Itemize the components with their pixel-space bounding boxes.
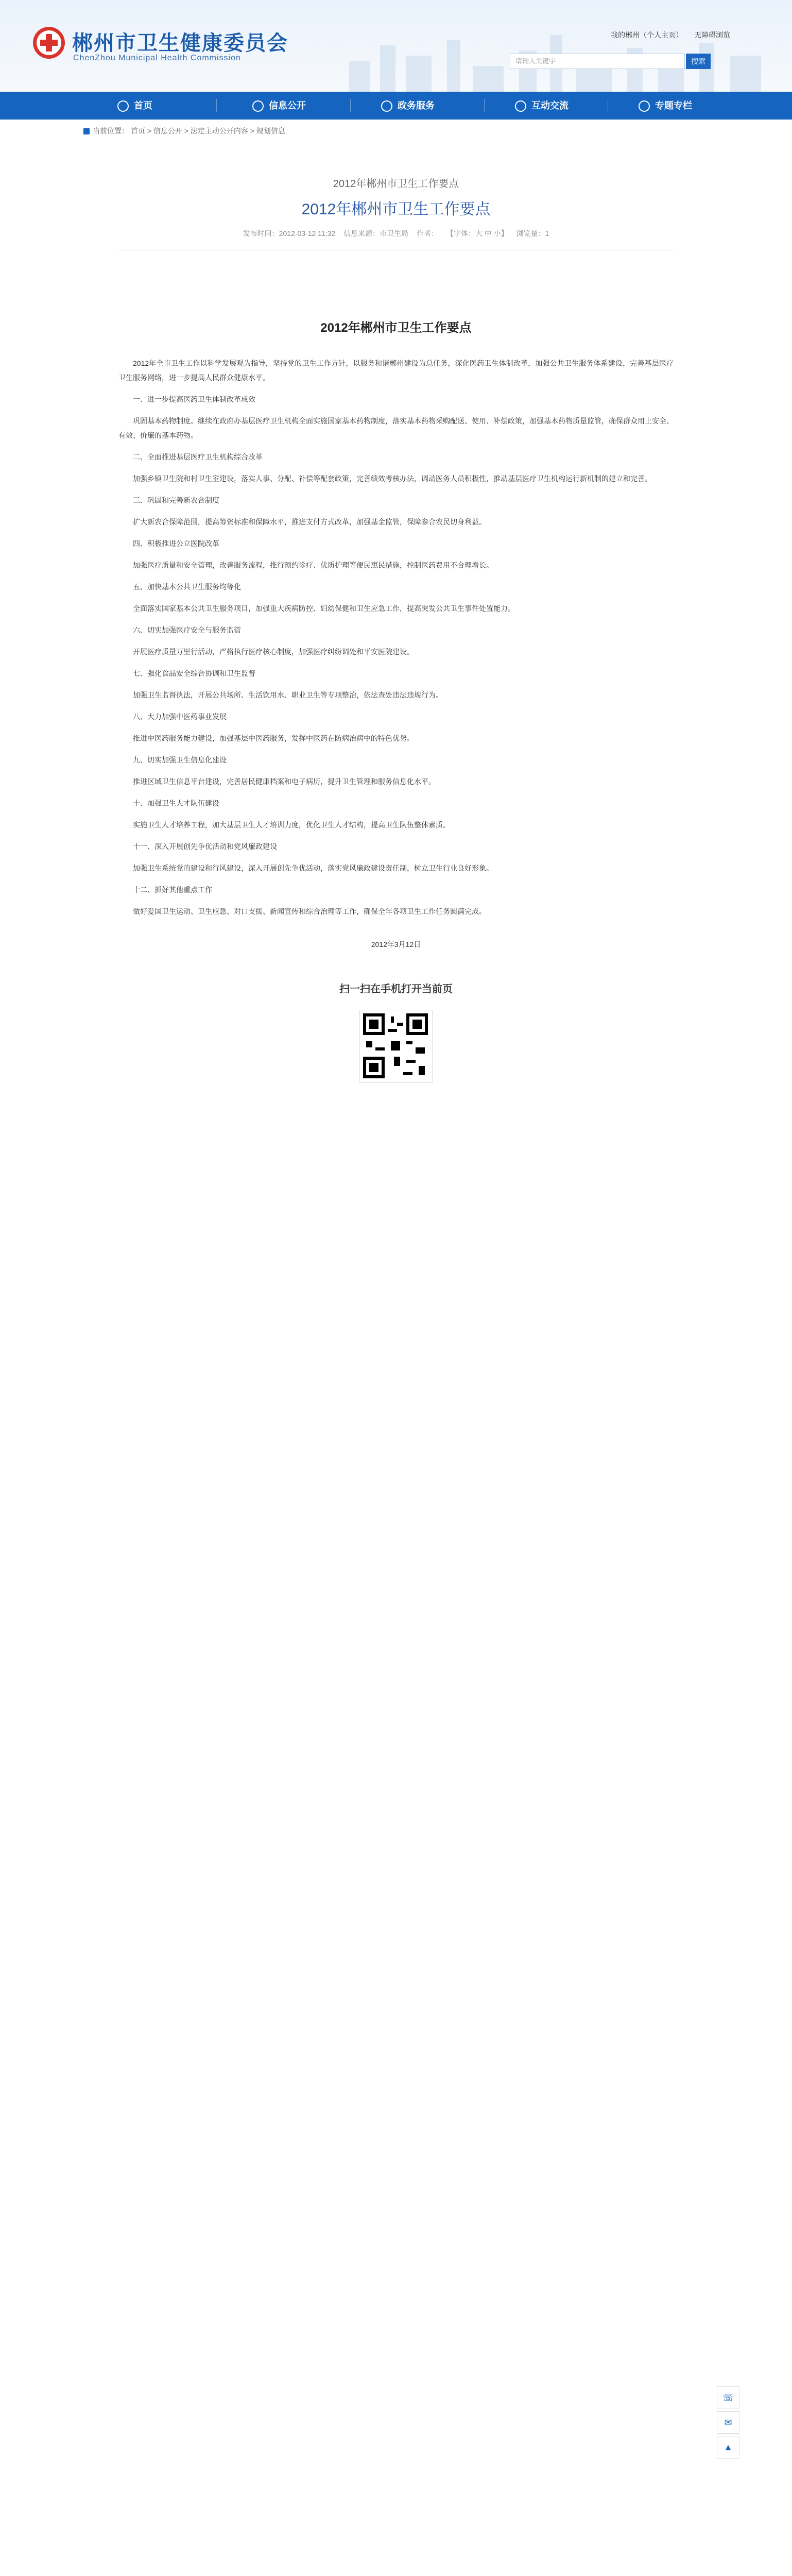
article-paragraph: 加强卫生监督执法，开展公共场所、生活饮用水、职业卫生等专项整治，依法查处违法违规行为。	[133, 691, 443, 699]
back-to-top-icon[interactable]: ▲	[717, 2436, 739, 2459]
qr-code-icon	[360, 1010, 431, 1081]
article-title: 2012年郴州市卫生工作要点	[301, 201, 491, 218]
nav-divider	[484, 99, 485, 112]
my-homepage-link[interactable]: 我的郴州（个人主页）	[611, 31, 683, 39]
home-icon	[117, 100, 129, 112]
weibo-share-icon[interactable]: ✉	[717, 2411, 739, 2434]
article-paragraph: 全面落实国家基本公共卫生服务项目，加强重大疾病防控、妇幼保健和卫生应急工作，提高突发公共卫生事件处置能力。	[133, 604, 515, 613]
article-paragraph: 实施卫生人才培养工程，加大基层卫生人才培训力度，优化卫生人才结构，提高卫生队伍整体素质。	[133, 821, 450, 829]
document-icon	[252, 100, 264, 112]
nav-divider	[350, 99, 351, 112]
nav-item-services[interactable]: 政务服务	[381, 92, 435, 120]
article-paragraph: 六、切实加强医疗安全与服务监管	[133, 626, 241, 634]
search-button[interactable]: 搜索	[686, 54, 711, 69]
font-size-control[interactable]: 【字体：大 中 小】	[446, 229, 508, 238]
article-paragraph: 十、加强卫生人才队伍建设	[133, 799, 219, 807]
article-paragraph: 四、积极推进公立医院改革	[133, 539, 219, 548]
service-icon	[381, 100, 392, 112]
nav-item-info[interactable]: 信息公开	[252, 92, 306, 120]
article-meta	[118, 228, 674, 239]
body-title: 2012年郴州市卫生工作要点	[320, 321, 472, 335]
article-paragraph: 加强乡镇卫生院和村卫生室建设，落实人事、分配、补偿等配套政策，完善绩效考核办法，调动医务人员积极性，推动基层医疗卫生机构运行新机制的建立和完善。	[133, 474, 652, 483]
star-icon	[639, 100, 650, 112]
view-count: 浏览量：1	[516, 229, 549, 238]
article-paragraph: 推进区域卫生信息平台建设，完善居民健康档案和电子病历，提升卫生管理和服务信息化水平。	[133, 777, 436, 786]
article-paragraph: 一、进一步提高医药卫生体制改革成效	[133, 395, 255, 403]
article-paragraph: 开展医疗质量万里行活动，严格执行医疗核心制度，加强医疗纠纷调处和平安医院建设。	[133, 648, 414, 656]
article-pre-title: 2012年郴州市卫生工作要点	[333, 178, 459, 190]
publish-date: 发布时间：2012-03-12 11:32	[243, 229, 336, 238]
article-paragraph: 巩固基本药物制度。继续在政府办基层医疗卫生机构全面实施国家基本药物制度，落实基本药物采购配送、使用、补偿政策，加强基本药物质量监管，确保群众用上安全、有效、价廉的基本药物。	[118, 417, 674, 439]
site-subtitle: ChenZhou Municipal Health Commission	[73, 54, 241, 62]
chat-icon	[515, 100, 526, 112]
article-paragraph: 推进中医药服务能力建设，加强基层中医药服务，发挥中医药在防病治病中的特色优势。	[133, 734, 414, 742]
article-paragraph: 2012年全市卫生工作以科学发展观为指导，坚持党的卫生工作方针，以服务和谐郴州建设为总任务，深化医药卫生体制改革，加强公共卫生服务体系建设，完善基层医疗卫生服务网络，进一步提高人民群众健康水平。	[118, 359, 674, 382]
search-input[interactable]: 请输入关键字	[510, 54, 685, 69]
nav-item-home[interactable]: 首页	[117, 92, 152, 120]
location-icon	[83, 128, 90, 134]
accessibility-link[interactable]: 无障碍浏览	[694, 31, 730, 39]
article-paragraph: 九、切实加强卫生信息化建设	[133, 756, 227, 764]
page-qr-code	[359, 1010, 433, 1083]
article-paragraph: 加强卫生系统党的建设和行风建设，深入开展创先争优活动，落实党风廉政建设责任制，树立卫生行业良好形象。	[133, 864, 493, 872]
article-paragraph: 扩大新农合保障范围，提高筹资标准和保障水平，推进支付方式改革，加强基金监管，保障参合农民切身利益。	[133, 518, 486, 526]
article-paragraph: 十一、深入开展创先争优活动和党风廉政建设	[133, 842, 277, 851]
article	[118, 175, 674, 1083]
article-paragraph: 八、大力加强中医药事业发展	[133, 713, 227, 721]
top-links	[601, 30, 730, 40]
info-source: 信息来源：市卫生局	[343, 229, 409, 238]
health-commission-logo[interactable]	[32, 26, 66, 60]
article-paragraph: 加强医疗质量和安全管理，改善服务流程，推行预约诊疗、优质护理等便民惠民措施，控制医药费用不合理增长。	[133, 561, 493, 569]
side-toolbar	[717, 2386, 739, 2461]
article-paragraph: 做好爱国卫生运动、卫生应急、对口支援、新闻宣传和综合治理等工作，确保全年各项卫生工作任务圆满完成。	[133, 907, 486, 916]
nav-item-interaction[interactable]: 互动交流	[515, 92, 569, 120]
article-paragraph: 十二、抓好其他重点工作	[133, 886, 212, 894]
article-body	[118, 356, 674, 919]
author: 作者：	[416, 229, 438, 238]
main-nav	[0, 92, 792, 120]
article-date: 2012年3月12日	[371, 940, 421, 948]
article-paragraph: 七、强化食品安全综合协调和卫生监督	[133, 669, 255, 677]
article-paragraph: 五、加快基本公共卫生服务均等化	[133, 583, 241, 591]
site-title: 郴州市卫生健康委员会	[72, 32, 288, 55]
qr-title: 扫一扫在手机打开当前页	[339, 984, 453, 995]
wechat-share-icon[interactable]: ☏	[717, 2386, 739, 2409]
breadcrumb: 当前位置： 首页 > 信息公开 > 法定主动公开内容 > 规划信息	[83, 126, 285, 136]
nav-divider	[216, 99, 217, 112]
article-paragraph: 二、全面推进基层医疗卫生机构综合改革	[133, 453, 263, 461]
nav-item-topics[interactable]: 专题专栏	[639, 92, 692, 120]
article-paragraph: 三、巩固和完善新农合制度	[133, 496, 219, 504]
site-header	[0, 0, 792, 92]
